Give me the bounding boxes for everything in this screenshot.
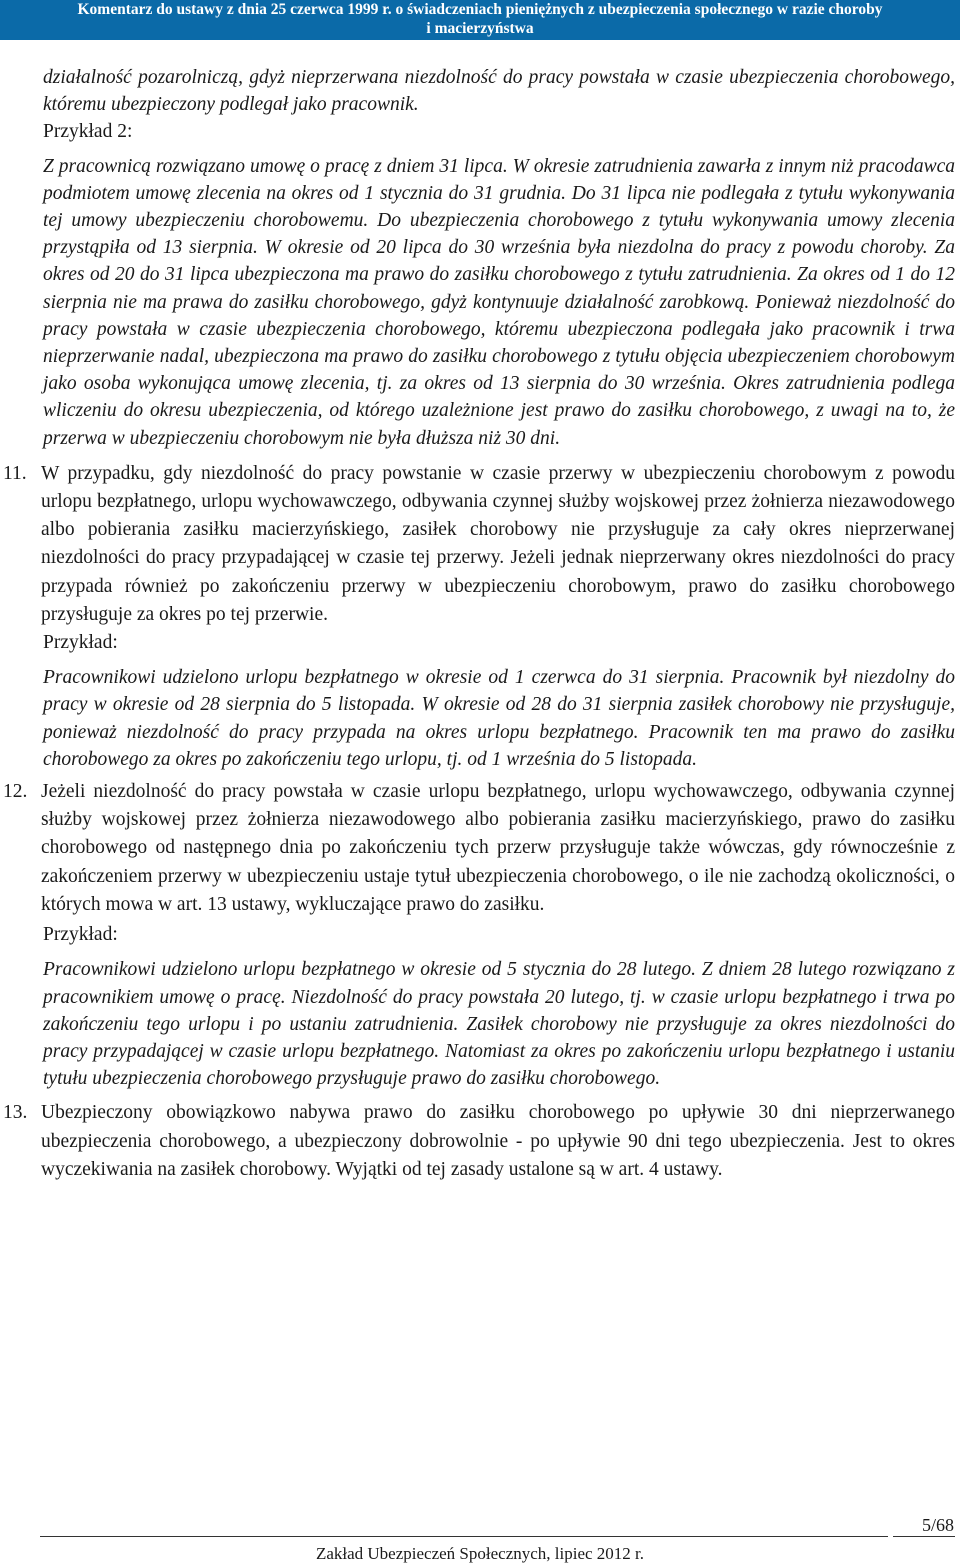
page-number-underline xyxy=(893,1536,955,1537)
list-item-number: 13. xyxy=(3,1102,28,1124)
list-item-body: W przypadku, gdy niezdolność do pracy powstanie w czasie przerwy w ubezpieczeniu chorobowym z powodu urlopu bezpłatnego, urlopu wychowawczego, odbywania czynnej służby wojskowej przez żołnierza niezawodowego albo pobierania zasiłku macierzyńskiego, zasiłek chorobowy nie przysługuje za cały okres nieprzerwanej niezdolności do pracy przypadającej w czasie tej przerwy. Jeżeli jednak nieprzerwany okres niezdolności do pracy przypada również po zakończeniu przerwy w ubezpieczeniu chorobowym, prawo do zasiłku chorobowego przysługuje za okres po tej przerwie. xyxy=(41,462,955,625)
example-2-body: Z pracownicą rozwiązano umowę o pracę z dniem 31 lipca. W okresie zatrudnienia zawarła z innym niż pracodawca podmiotem umowę zlecenia na okres od 1 stycznia do 31 grudnia. Do 31 lipca nie podlegała z tytułu wykonywania tej umowy ubezpieczeniu chorobowemu. Do ubezpieczenia chorobowego z tytułu wykonywania umowy zlecenia przystąpiła od 13 sierpnia. W okresie od 20 lipca do 30 września była niezdolna do pracy z powodu choroby. Za okres od 20 do 31 lipca ubezpieczona ma prawo do zasiłku chorobowego z tytułu zatrudnienia. Za okres od 1 do 12 sierpnia nie ma prawa do zasiłku chorobowego, gdyż kontynuuje działalność zarobkową. Ponieważ niezdolność do pracy powstała w czasie ubezpieczenia chorobowego, któremu ubezpieczona podlegała jako pracownik i trwa nieprzerwanie nadal, ubezpieczona ma prawo do zasiłku chorobowego z tytułu objęcia ubezpieczeniem chorobowym jako osoba wykonująca umowę zlecenia, tj. za okres od 13 sierpnia do 30 września. Okres zatrudnienia podlega wliczeniu do okresu ubezpieczenia, od którego uzależnione jest prawo do zasiłku chorobowego, z uwagi na to, że przerwa w ubezpieczeniu chorobowym nie była dłuższa niż 30 dni. xyxy=(43,155,955,449)
header-title-line1: Komentarz do ustawy z dnia 25 czerwca 1999 r. o świadczeniach pieniężnych z ubezpieczenia społecznego w razie choroby xyxy=(77,1,883,18)
example-11-body: Pracownikowi udzielono urlopu bezpłatnego w okresie od 1 czerwca do 31 sierpnia. Pracownik był niezdolny do pracy w okresie od 28 sierpnia do 5 listopada. W okresie od 28 do 31 sierpnia zasiłek chorobowy nie przysługuje, ponieważ niezdolność do pracy przypada na okres urlopu bezpłatnego. Pracownik ten ma prawo do zasiłku chorobowego za okres po zakończeniu tego urlopu, tj. od 1 września do 5 listopada. xyxy=(43,667,955,770)
page-number: 5/68 xyxy=(921,1515,954,1535)
header-title-line2: i macierzyństwa xyxy=(426,20,534,37)
list-item-12 xyxy=(0,778,955,919)
list-item-number: 12. xyxy=(3,781,28,803)
list-item-number: 11. xyxy=(3,462,27,484)
example-11-label: Przykład: xyxy=(43,632,118,654)
footer-divider xyxy=(40,1536,888,1537)
list-item-body: Ubezpieczony obowiązkowo nabywa prawo do zasiłku chorobowego po upływie 30 dni nieprzerwanego ubezpieczenia chorobowego, a ubezpieczony dobrowolnie - po upływie 90 dni tego ubezpieczenia. Jest to okres wyczekiwania na zasiłek chorobowy. Wyjątki od tej zasady ustalone są w art. 4 ustawy. xyxy=(41,1102,955,1180)
intro-paragraph: działalność pozarolniczą, gdyż nieprzerwana niezdolność do pracy powstała w czasie ubezpieczenia chorobowego, któremu ubezpieczony podlegał jako pracownik. xyxy=(43,67,955,116)
list-item-13 xyxy=(0,1099,955,1184)
page-footer xyxy=(0,1508,960,1565)
document-header xyxy=(0,0,960,40)
footer-publisher: Zakład Ubezpieczeń Społecznych, lipiec 2012 r. xyxy=(315,1544,645,1563)
page-content xyxy=(0,64,960,1184)
list-item-body: Jeżeli niezdolność do pracy powstała w czasie urlopu bezpłatnego, urlopu wychowawczego, odbywania czynnej służby wojskowej przez żołnierza niezawodowego albo pobierania zasiłku macierzyńskiego, prawo do zasiłku chorobowego od następnego dnia po zakończeniu tych przerw przysługuje także wówczas, gdy równocześnie z zakończeniem przerwy w ubezpieczeniu ustaje tytuł ubezpieczenia chorobowego, o ile nie zachodzą okoliczności, o których mowa w art. 13 ustawy, wykluczające prawo do zasiłku. xyxy=(41,781,955,915)
example-12-label: Przykład: xyxy=(43,924,118,946)
example-12-body: Pracownikowi udzielono urlopu bezpłatnego w okresie od 5 stycznia do 28 lutego. Z dniem 28 lutego rozwiązano z pracownikiem umowę o pracę. Niezdolność do pracy powstała 20 lutego, tj. w czasie urlopu bezpłatnego i trwa po zakończeniu tego urlopu i po ustaniu zatrudnienia. Zasiłek chorobowy nie przysługuje za okres niezdolności do pracy przypadającej w czasie urlopu bezpłatnego. Natomiast za okres po zakończeniu urlopu bezpłatnego i ustaniu tytułu ubezpieczenia chorobowego przysługuje prawo do zasiłku chorobowego. xyxy=(43,959,955,1090)
list-item-11 xyxy=(0,460,955,629)
example-2-label: Przykład 2: xyxy=(43,121,133,143)
